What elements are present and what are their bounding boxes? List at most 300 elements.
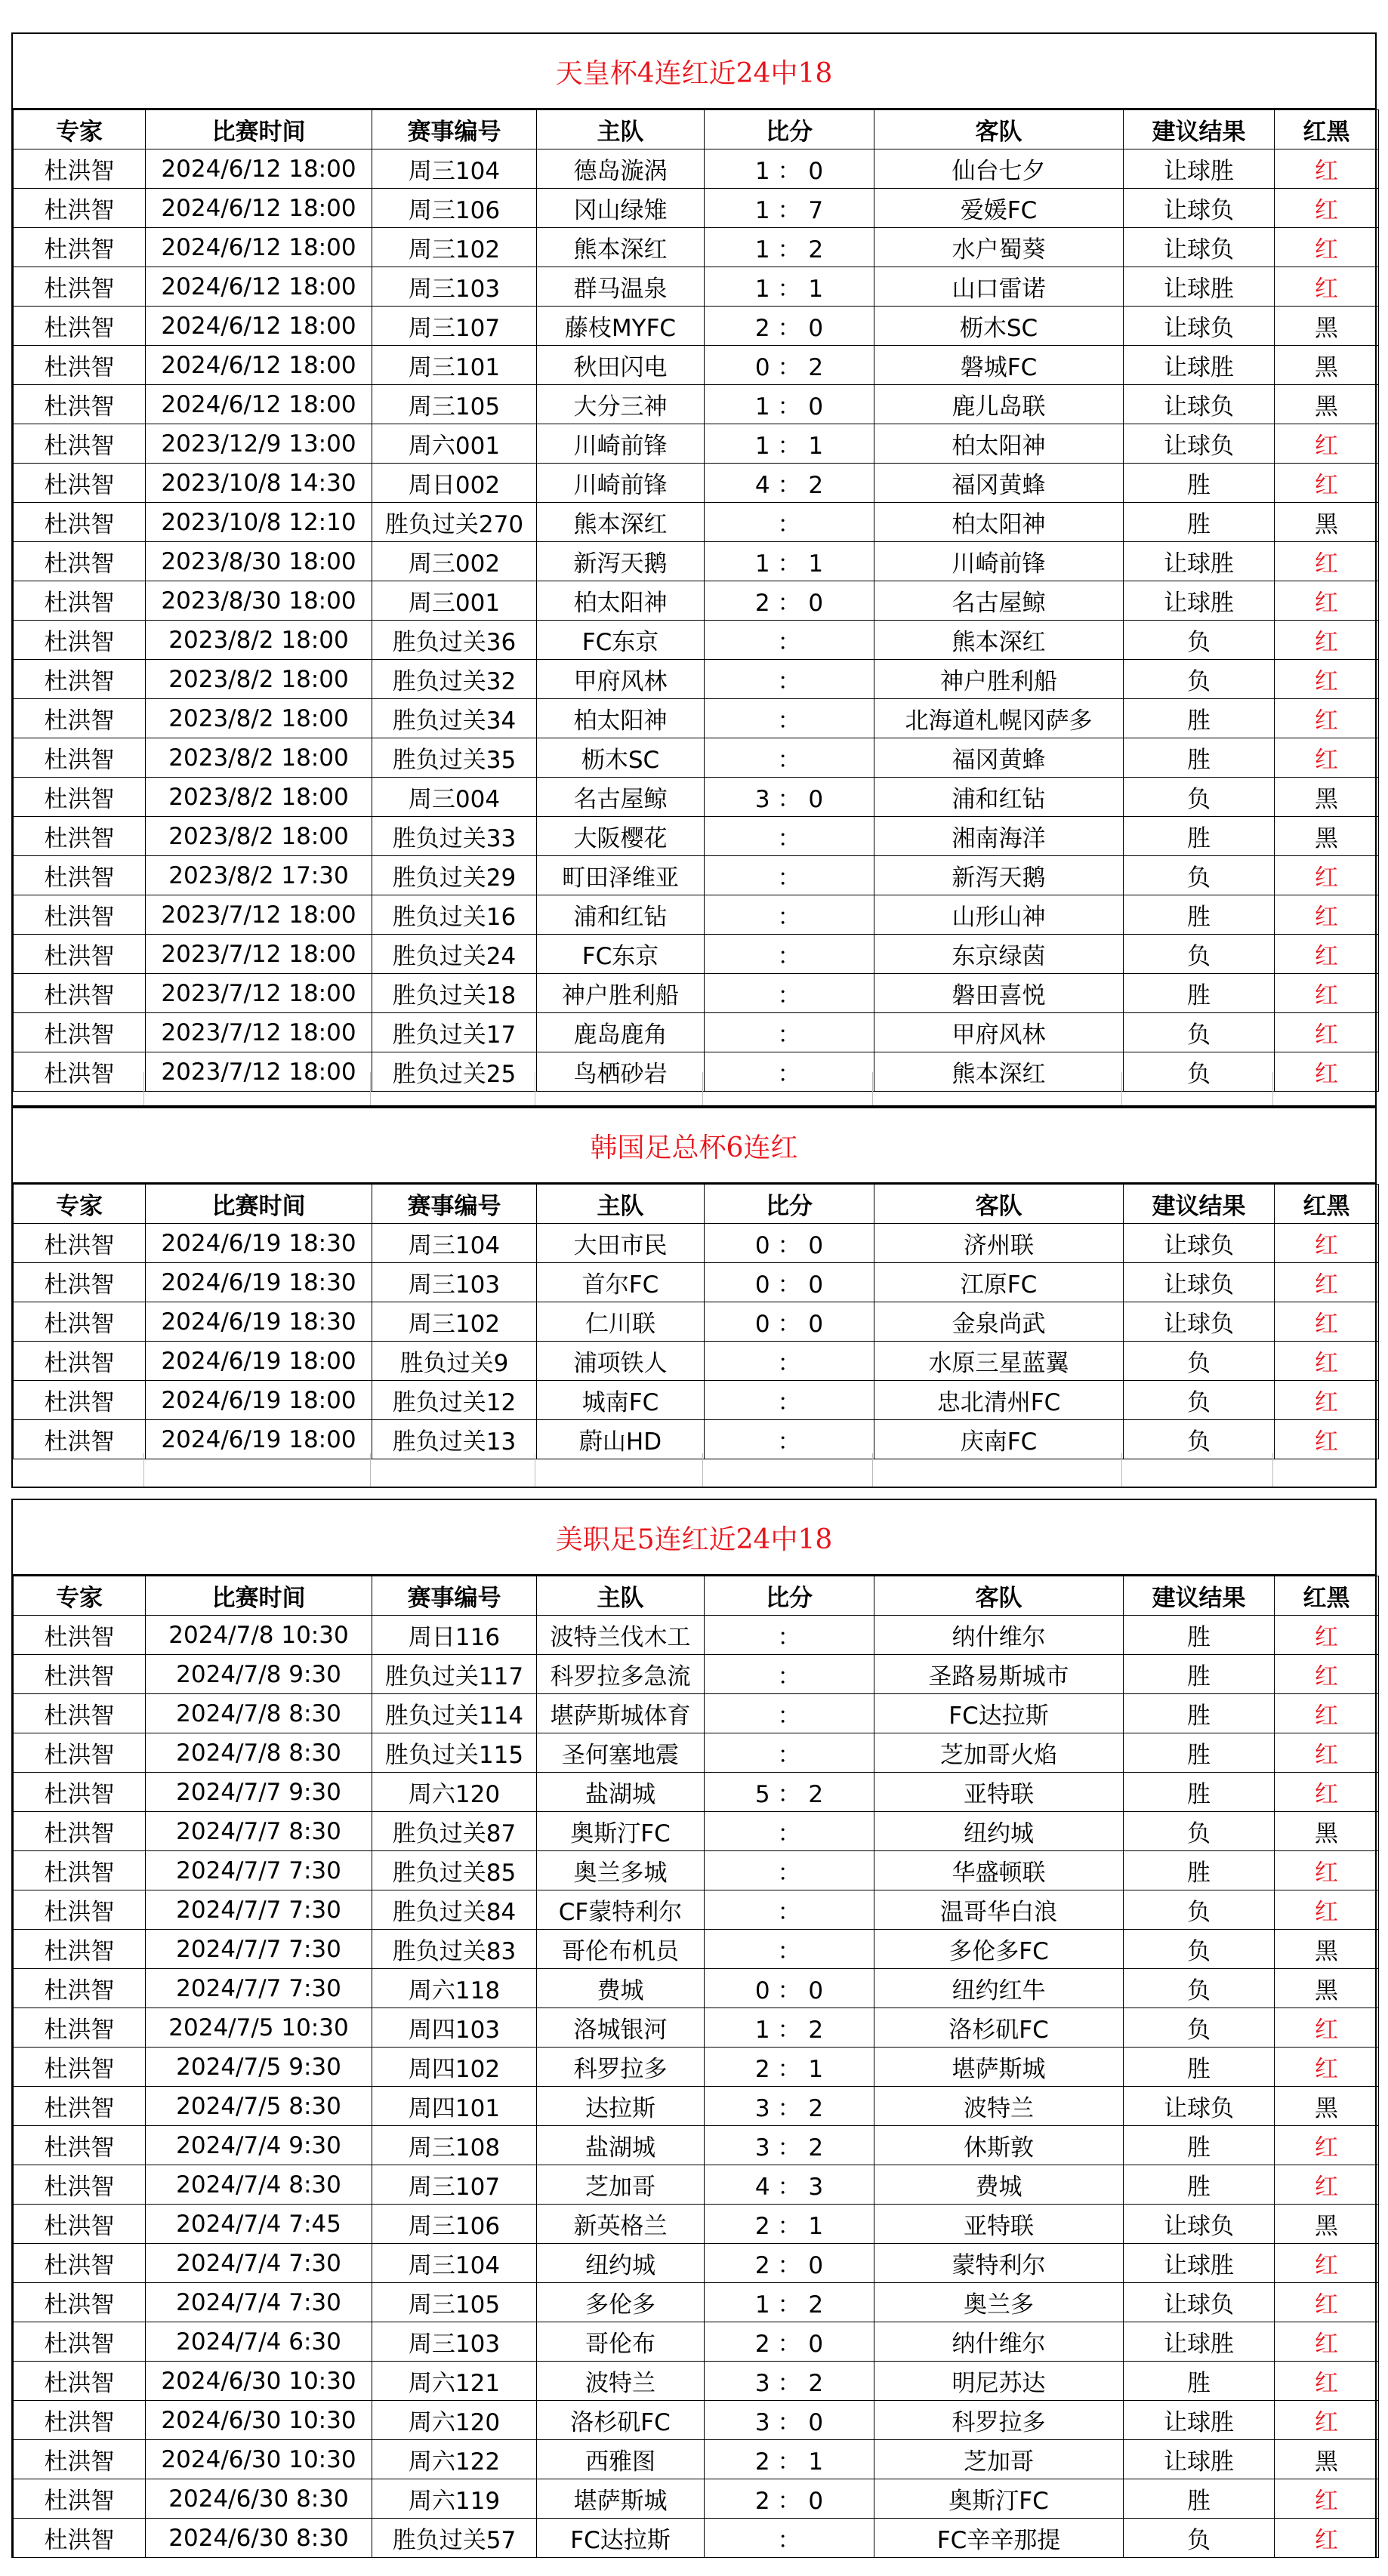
suggestion-cell: 负 <box>1124 660 1275 699</box>
result-header: 红黑 <box>1275 1185 1379 1224</box>
match-id-cell: 胜负过关16 <box>372 895 537 935</box>
match-id-cell: 胜负过关270 <box>372 503 537 542</box>
score-cell: 0 ： 0 <box>705 1224 874 1263</box>
match-id-cell: 周三104 <box>372 149 537 189</box>
away-team-cell: 亚特联 <box>874 2205 1124 2244</box>
section-2 <box>11 1107 1377 1459</box>
match-time-cell: 2023/10/8 12:10 <box>146 503 372 542</box>
away-team-cell: 柏太阳神 <box>874 424 1124 464</box>
result-cell: 黑 <box>1275 307 1379 346</box>
away-team-cell: 纳什维尔 <box>874 2322 1124 2362</box>
expert-cell: 杜洪智 <box>14 1694 146 1733</box>
result-cell: 红 <box>1275 699 1379 738</box>
table-row <box>14 307 1379 346</box>
suggestion-header: 建议结果 <box>1124 110 1275 149</box>
result-cell: 红 <box>1275 935 1379 974</box>
suggestion-cell: 让球负 <box>1124 189 1275 228</box>
table-spacer <box>11 1453 1377 1488</box>
match-id-cell: 胜负过关87 <box>372 1812 537 1851</box>
match-id-cell: 周三102 <box>372 1302 537 1342</box>
match-id-cell: 胜负过关24 <box>372 935 537 974</box>
table-row <box>14 346 1379 385</box>
table-row <box>14 1969 1379 2008</box>
result-cell: 红 <box>1275 464 1379 503</box>
match-id-cell: 胜负过关35 <box>372 738 537 778</box>
match-id-cell: 周三004 <box>372 778 537 817</box>
table-row <box>14 2479 1379 2519</box>
result-cell: 红 <box>1275 2008 1379 2048</box>
away-team-cell: 爱媛FC <box>874 189 1124 228</box>
suggestion-cell: 负 <box>1124 935 1275 974</box>
away-team-cell: 山口雷诺 <box>874 267 1124 307</box>
score-cell: ： <box>705 856 874 895</box>
suggestion-cell: 负 <box>1124 1342 1275 1381</box>
score-cell: 1 ： 0 <box>705 385 874 424</box>
match-time-cell: 2023/7/12 18:00 <box>146 895 372 935</box>
match-time-cell: 2024/7/5 9:30 <box>146 2048 372 2087</box>
away-team-cell: 芝加哥 <box>874 2440 1124 2479</box>
section-title: 韩国足总杯6连红 <box>13 1107 1375 1184</box>
suggestion-cell: 让球胜 <box>1124 2244 1275 2283</box>
expert-cell: 杜洪智 <box>14 2205 146 2244</box>
home-team-cell: 奥斯汀FC <box>537 1812 705 1851</box>
match-id-cell: 胜负过关36 <box>372 621 537 660</box>
home-team-cell: 城南FC <box>537 1381 705 1420</box>
match-id-cell: 周四103 <box>372 2008 537 2048</box>
match-id-cell: 周日116 <box>372 1616 537 1655</box>
match-time-cell: 2024/6/30 8:30 <box>146 2519 372 2558</box>
match-time-cell: 2024/7/8 10:30 <box>146 1616 372 1655</box>
score-cell: ： <box>705 1812 874 1851</box>
home-team-cell: FC东京 <box>537 621 705 660</box>
away-team-cell: 济州联 <box>874 1224 1124 1263</box>
match-id-cell: 周三107 <box>372 2165 537 2205</box>
score-cell: 4 ： 2 <box>705 464 874 503</box>
result-cell: 黑 <box>1275 2440 1379 2479</box>
home-team-cell: 大田市民 <box>537 1224 705 1263</box>
table-row <box>14 1263 1379 1302</box>
away-team-header: 客队 <box>874 1185 1124 1224</box>
match-id-cell: 胜负过关84 <box>372 1890 537 1930</box>
table-row <box>14 228 1379 267</box>
suggestion-header: 建议结果 <box>1124 1185 1275 1224</box>
score-cell: ： <box>705 1694 874 1733</box>
score-cell: 3 ： 2 <box>705 2087 874 2126</box>
match-id-cell: 周日002 <box>372 464 537 503</box>
table-row <box>14 817 1379 856</box>
suggestion-cell: 胜 <box>1124 2479 1275 2519</box>
match-time-cell: 2024/6/12 18:00 <box>146 346 372 385</box>
away-team-cell: 休斯敦 <box>874 2126 1124 2165</box>
grid-line <box>1272 1453 1273 1487</box>
away-team-cell: 波特兰 <box>874 2087 1124 2126</box>
suggestion-cell: 让球负 <box>1124 424 1275 464</box>
away-team-cell: 多伦多FC <box>874 1930 1124 1969</box>
suggestion-cell: 负 <box>1124 1890 1275 1930</box>
section-title: 美职足5连红近24中18 <box>13 1499 1375 1576</box>
match-time-header: 比赛时间 <box>146 1185 372 1224</box>
suggestion-cell: 让球负 <box>1124 385 1275 424</box>
suggestion-cell: 胜 <box>1124 738 1275 778</box>
match-time-cell: 2024/6/19 18:30 <box>146 1302 372 1342</box>
match-id-cell: 周三103 <box>372 1263 537 1302</box>
suggestion-cell: 让球胜 <box>1124 2440 1275 2479</box>
suggestion-cell: 负 <box>1124 1969 1275 2008</box>
suggestion-cell: 负 <box>1124 2519 1275 2558</box>
away-team-cell: 蒙特利尔 <box>874 2244 1124 2283</box>
score-cell: 2 ： 0 <box>705 2322 874 2362</box>
suggestion-cell: 让球负 <box>1124 228 1275 267</box>
away-team-cell: 洛杉矶FC <box>874 2008 1124 2048</box>
match-id-cell: 周六001 <box>372 424 537 464</box>
suggestion-cell: 负 <box>1124 778 1275 817</box>
table-row <box>14 1655 1379 1694</box>
score-cell: 0 ： 2 <box>705 346 874 385</box>
suggestion-cell: 胜 <box>1124 817 1275 856</box>
match-time-cell: 2024/7/4 8:30 <box>146 2165 372 2205</box>
match-time-cell: 2024/7/4 6:30 <box>146 2322 372 2362</box>
away-team-cell: 熊本深红 <box>874 621 1124 660</box>
score-cell: 2 ： 0 <box>705 581 874 621</box>
match-id-header: 赛事编号 <box>372 1576 537 1616</box>
result-cell: 红 <box>1275 1052 1379 1092</box>
suggestion-header: 建议结果 <box>1124 1576 1275 1616</box>
score-cell: 1 ： 2 <box>705 2008 874 2048</box>
expert-cell: 杜洪智 <box>14 1342 146 1381</box>
suggestion-cell: 让球负 <box>1124 2205 1275 2244</box>
table-row <box>14 621 1379 660</box>
score-cell: 1 ： 2 <box>705 228 874 267</box>
match-time-cell: 2024/7/5 8:30 <box>146 2087 372 2126</box>
expert-cell: 杜洪智 <box>14 1890 146 1930</box>
home-team-cell: 蔚山HD <box>537 1420 705 1459</box>
table-row <box>14 2165 1379 2205</box>
home-team-cell: 熊本深红 <box>537 228 705 267</box>
match-id-cell: 胜负过关33 <box>372 817 537 856</box>
score-cell: 3 ： 2 <box>705 2126 874 2165</box>
expert-cell: 杜洪智 <box>14 385 146 424</box>
suggestion-cell: 胜 <box>1124 1616 1275 1655</box>
result-cell: 黑 <box>1275 1969 1379 2008</box>
expert-cell: 杜洪智 <box>14 1773 146 1812</box>
table-spacer <box>11 1072 1377 1107</box>
table-row <box>14 149 1379 189</box>
home-team-cell: 堪萨斯城 <box>537 2479 705 2519</box>
score-cell: ： <box>705 1655 874 1694</box>
section-title: 天皇杯4连红近24中18 <box>13 32 1375 109</box>
table-row <box>14 581 1379 621</box>
suggestion-cell: 胜 <box>1124 974 1275 1013</box>
home-team-cell: 盐湖城 <box>537 1773 705 1812</box>
suggestion-cell: 让球负 <box>1124 307 1275 346</box>
score-cell: 1 ： 1 <box>705 424 874 464</box>
expert-cell: 杜洪智 <box>14 1851 146 1890</box>
away-team-cell: 江原FC <box>874 1263 1124 1302</box>
home-team-cell: 名古屋鲸 <box>537 778 705 817</box>
score-header: 比分 <box>705 1185 874 1224</box>
away-team-cell: 柏太阳神 <box>874 503 1124 542</box>
grid-line <box>872 1072 873 1105</box>
expert-cell: 杜洪智 <box>14 2401 146 2440</box>
result-cell: 黑 <box>1275 778 1379 817</box>
suggestion-cell: 让球负 <box>1124 2087 1275 2126</box>
suggestion-cell: 胜 <box>1124 1655 1275 1694</box>
result-cell: 红 <box>1275 2362 1379 2401</box>
home-team-cell: 芝加哥 <box>537 2165 705 2205</box>
table-row <box>14 895 1379 935</box>
result-cell: 红 <box>1275 2048 1379 2087</box>
expert-cell: 杜洪智 <box>14 1812 146 1851</box>
match-id-cell: 周三103 <box>372 2322 537 2362</box>
match-id-cell: 周六122 <box>372 2440 537 2479</box>
away-team-header: 客队 <box>874 110 1124 149</box>
expert-cell: 杜洪智 <box>14 1263 146 1302</box>
home-team-cell: FC东京 <box>537 935 705 974</box>
match-time-cell: 2024/6/19 18:00 <box>146 1381 372 1420</box>
match-time-cell: 2024/7/4 9:30 <box>146 2126 372 2165</box>
match-id-cell: 周三103 <box>372 267 537 307</box>
table-row <box>14 1930 1379 1969</box>
grid-line <box>143 1072 144 1105</box>
away-team-cell: 明尼苏达 <box>874 2362 1124 2401</box>
suggestion-cell: 让球负 <box>1124 2283 1275 2322</box>
home-team-cell: 波特兰伐木工 <box>537 1616 705 1655</box>
table-row <box>14 778 1379 817</box>
table-row <box>14 1733 1379 1773</box>
match-time-cell: 2024/7/7 7:30 <box>146 1930 372 1969</box>
match-time-cell: 2024/7/4 7:30 <box>146 2244 372 2283</box>
table-row <box>14 1812 1379 1851</box>
away-team-cell: 华盛顿联 <box>874 1851 1124 1890</box>
table-row <box>14 1302 1379 1342</box>
match-time-cell: 2024/7/7 7:30 <box>146 1890 372 1930</box>
away-team-cell: 枥木SC <box>874 307 1124 346</box>
expert-cell: 杜洪智 <box>14 542 146 581</box>
match-time-cell: 2023/7/12 18:00 <box>146 974 372 1013</box>
match-time-cell: 2024/6/12 18:00 <box>146 307 372 346</box>
result-cell: 黑 <box>1275 346 1379 385</box>
match-time-cell: 2023/8/2 18:00 <box>146 738 372 778</box>
grid-line <box>1272 1072 1273 1105</box>
match-id-cell: 周三102 <box>372 228 537 267</box>
expert-cell: 杜洪智 <box>14 1302 146 1342</box>
away-team-cell: 山形山神 <box>874 895 1124 935</box>
expert-cell: 杜洪智 <box>14 738 146 778</box>
table-row <box>14 1013 1379 1052</box>
table-header-row <box>14 110 1379 149</box>
match-id-header: 赛事编号 <box>372 1185 537 1224</box>
match-time-cell: 2024/6/12 18:00 <box>146 149 372 189</box>
match-time-cell: 2023/8/2 17:30 <box>146 856 372 895</box>
match-time-cell: 2023/8/2 18:00 <box>146 699 372 738</box>
expert-cell: 杜洪智 <box>14 149 146 189</box>
home-team-header: 主队 <box>537 1576 705 1616</box>
result-cell: 红 <box>1275 2322 1379 2362</box>
home-team-cell: 鸟栖砂岩 <box>537 1052 705 1092</box>
result-cell: 红 <box>1275 1890 1379 1930</box>
score-cell: 2 ： 0 <box>705 2244 874 2283</box>
result-cell: 红 <box>1275 2519 1379 2558</box>
result-cell: 红 <box>1275 895 1379 935</box>
table-row <box>14 2401 1379 2440</box>
score-cell: 3 ： 2 <box>705 2362 874 2401</box>
match-id-cell: 胜负过关32 <box>372 660 537 699</box>
match-id-cell: 周四101 <box>372 2087 537 2126</box>
home-team-cell: 柏太阳神 <box>537 699 705 738</box>
score-cell: ： <box>705 1930 874 1969</box>
score-cell: 3 ： 0 <box>705 778 874 817</box>
score-cell: 1 ： 7 <box>705 189 874 228</box>
expert-cell: 杜洪智 <box>14 1930 146 1969</box>
score-cell: ： <box>705 2519 874 2558</box>
home-team-cell: 波特兰 <box>537 2362 705 2401</box>
result-cell: 红 <box>1275 228 1379 267</box>
away-team-cell: 东京绿茵 <box>874 935 1124 974</box>
suggestion-cell: 负 <box>1124 1381 1275 1420</box>
table-row <box>14 1890 1379 1930</box>
match-time-cell: 2024/7/8 8:30 <box>146 1694 372 1733</box>
result-cell: 红 <box>1275 542 1379 581</box>
score-cell: ： <box>705 1616 874 1655</box>
expert-cell: 杜洪智 <box>14 2126 146 2165</box>
home-team-cell: 纽约城 <box>537 2244 705 2283</box>
expert-cell: 杜洪智 <box>14 189 146 228</box>
away-team-cell: 庆南FC <box>874 1420 1124 1459</box>
score-cell: 1 ： 1 <box>705 267 874 307</box>
match-id-cell: 胜负过关12 <box>372 1381 537 1420</box>
result-cell: 红 <box>1275 2401 1379 2440</box>
result-cell: 黑 <box>1275 817 1379 856</box>
expert-cell: 杜洪智 <box>14 621 146 660</box>
score-cell: ： <box>705 699 874 738</box>
grid-line <box>370 1453 371 1487</box>
table-row <box>14 2519 1379 2558</box>
score-cell: ： <box>705 660 874 699</box>
result-cell: 红 <box>1275 2479 1379 2519</box>
expert-cell: 杜洪智 <box>14 307 146 346</box>
home-team-cell: 鹿岛鹿角 <box>537 1013 705 1052</box>
suggestion-cell: 让球胜 <box>1124 2322 1275 2362</box>
result-cell: 红 <box>1275 1616 1379 1655</box>
away-team-cell: 川崎前锋 <box>874 542 1124 581</box>
home-team-cell: 町田泽维亚 <box>537 856 705 895</box>
grid-line <box>872 1453 873 1487</box>
table-row <box>14 2205 1379 2244</box>
expert-cell: 杜洪智 <box>14 581 146 621</box>
match-id-cell: 周三105 <box>372 385 537 424</box>
expert-cell: 杜洪智 <box>14 2440 146 2479</box>
score-cell: 2 ： 0 <box>705 2479 874 2519</box>
expert-cell: 杜洪智 <box>14 1013 146 1052</box>
home-team-cell: 奥兰多城 <box>537 1851 705 1890</box>
home-team-cell: 川崎前锋 <box>537 464 705 503</box>
match-time-cell: 2023/8/2 18:00 <box>146 660 372 699</box>
grid-line <box>702 1072 703 1105</box>
home-team-cell: 甲府风林 <box>537 660 705 699</box>
match-time-cell: 2024/7/8 9:30 <box>146 1655 372 1694</box>
match-time-cell: 2023/8/2 18:00 <box>146 778 372 817</box>
match-time-cell: 2024/6/12 18:00 <box>146 228 372 267</box>
match-id-cell: 胜负过关114 <box>372 1694 537 1733</box>
suggestion-cell: 胜 <box>1124 1851 1275 1890</box>
away-team-cell: 福冈黄蜂 <box>874 738 1124 778</box>
expert-cell: 杜洪智 <box>14 1969 146 2008</box>
result-cell: 红 <box>1275 1342 1379 1381</box>
score-cell: 2 ： 1 <box>705 2048 874 2087</box>
expert-cell: 杜洪智 <box>14 817 146 856</box>
away-team-cell: 名古屋鲸 <box>874 581 1124 621</box>
match-id-cell: 胜负过关34 <box>372 699 537 738</box>
suggestion-cell: 负 <box>1124 1930 1275 1969</box>
picks-table <box>13 1576 1379 2558</box>
away-team-cell: 温哥华白浪 <box>874 1890 1124 1930</box>
grid-line <box>702 1453 703 1487</box>
grid-line <box>1121 1072 1122 1105</box>
home-team-cell: 群马温泉 <box>537 267 705 307</box>
match-time-cell: 2024/6/30 10:30 <box>146 2401 372 2440</box>
score-cell: 2 ： 1 <box>705 2205 874 2244</box>
match-id-cell: 胜负过关29 <box>372 856 537 895</box>
table-row <box>14 1851 1379 1890</box>
expert-cell: 杜洪智 <box>14 1052 146 1092</box>
result-cell: 红 <box>1275 2283 1379 2322</box>
expert-cell: 杜洪智 <box>14 267 146 307</box>
expert-cell: 杜洪智 <box>14 2048 146 2087</box>
score-cell: ： <box>705 503 874 542</box>
away-team-cell: 芝加哥火焰 <box>874 1733 1124 1773</box>
suggestion-cell: 胜 <box>1124 699 1275 738</box>
table-row <box>14 464 1379 503</box>
table-row <box>14 2440 1379 2479</box>
suggestion-cell: 让球胜 <box>1124 542 1275 581</box>
match-id-cell: 周四102 <box>372 2048 537 2087</box>
suggestion-cell: 胜 <box>1124 1733 1275 1773</box>
match-id-cell: 周三104 <box>372 2244 537 2283</box>
match-id-cell: 胜负过关18 <box>372 974 537 1013</box>
home-team-cell: CF蒙特利尔 <box>537 1890 705 1930</box>
table-row <box>14 385 1379 424</box>
away-team-cell: 甲府风林 <box>874 1013 1124 1052</box>
away-team-cell: 水原三星蓝翼 <box>874 1342 1124 1381</box>
away-team-cell: 费城 <box>874 2165 1124 2205</box>
score-cell: 0 ： 0 <box>705 1302 874 1342</box>
score-cell: 5 ： 2 <box>705 1773 874 1812</box>
away-team-cell: 磐城FC <box>874 346 1124 385</box>
home-team-cell: 圣何塞地震 <box>537 1733 705 1773</box>
table-row <box>14 660 1379 699</box>
score-cell: ： <box>705 1381 874 1420</box>
table-header-row <box>14 1185 1379 1224</box>
match-time-cell: 2023/8/30 18:00 <box>146 581 372 621</box>
away-team-cell: 忠北清州FC <box>874 1381 1124 1420</box>
away-team-cell: FC达拉斯 <box>874 1694 1124 1733</box>
expert-cell: 杜洪智 <box>14 974 146 1013</box>
expert-cell: 杜洪智 <box>14 895 146 935</box>
match-id-cell: 胜负过关13 <box>372 1420 537 1459</box>
score-cell: ： <box>705 621 874 660</box>
score-cell: 2 ： 0 <box>705 307 874 346</box>
picks-table <box>13 1184 1379 1459</box>
table-row <box>14 1694 1379 1733</box>
suggestion-cell: 让球胜 <box>1124 581 1275 621</box>
suggestion-cell: 胜 <box>1124 2048 1275 2087</box>
result-cell: 黑 <box>1275 385 1379 424</box>
result-cell: 红 <box>1275 1224 1379 1263</box>
match-id-cell: 胜负过关117 <box>372 1655 537 1694</box>
result-header: 红黑 <box>1275 1576 1379 1616</box>
expert-cell: 杜洪智 <box>14 699 146 738</box>
match-id-cell: 周三108 <box>372 2126 537 2165</box>
